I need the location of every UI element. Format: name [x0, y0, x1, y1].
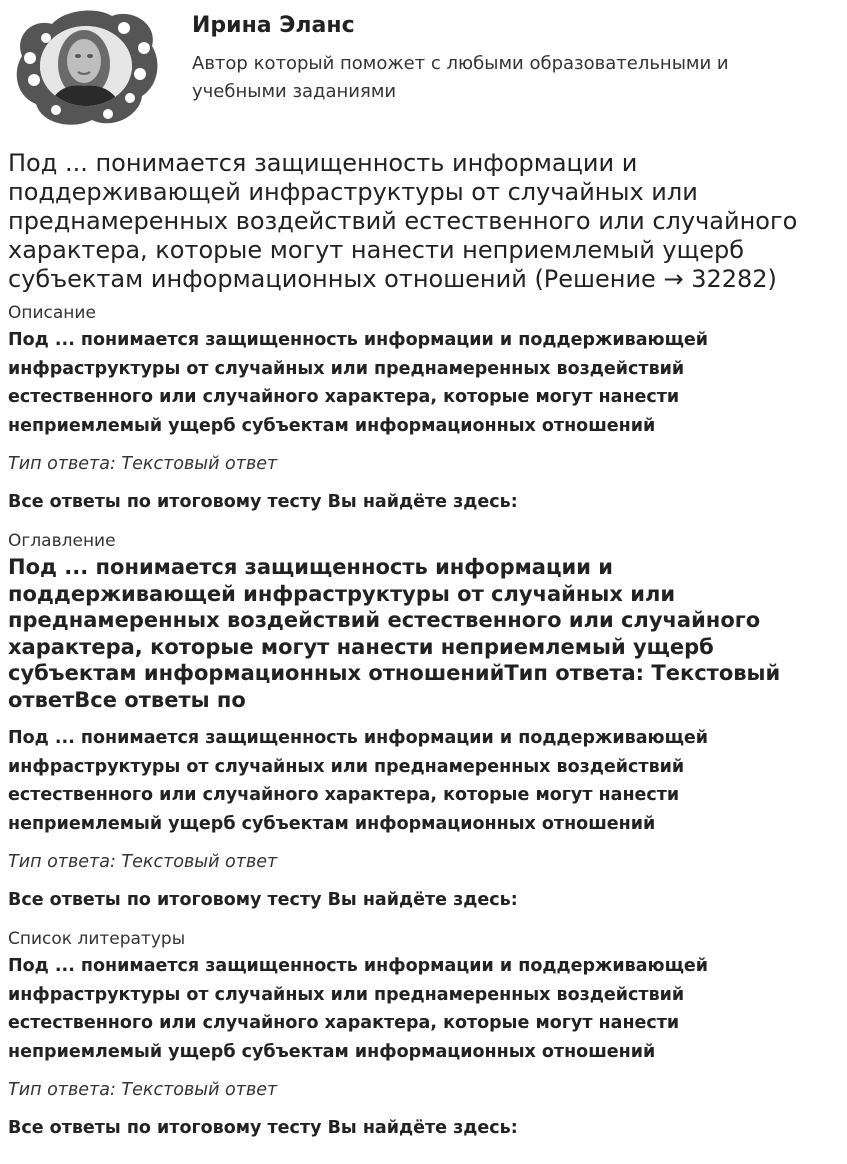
description-all-answers: Все ответы по итоговому тесту Вы найдёте здесь: [8, 492, 518, 512]
toc-label: Оглавление [8, 531, 116, 551]
author-name[interactable]: Ирина Эланс [192, 13, 355, 38]
toc-answer-type: Тип ответа: Текстовый ответ [8, 852, 278, 872]
literature-section [8, 928, 825, 1139]
author-description: Автор который поможет с любыми образовательными и учебными заданиями [192, 53, 729, 102]
literature-label: Список литературы [8, 929, 186, 949]
literature-text: Под ... понимается защищенность информации и поддерживающей инфраструктуры от случайных или преднамеренных воздействий естественного или случайного характера, которые могут нанести неприемлемый ущерб субъектам информационных отношений [8, 956, 709, 1062]
toc-heading: Под ... понимается защищенность информации и поддерживающей инфраструктуры от случайных или преднамеренных воздействий естественного или случайного характера, которые могут нанести неприемлемый ущерб субъектам информационных отношенийТип ответа: Текстовый ответВсе ответы по [8, 555, 781, 712]
literature-answer-type: Тип ответа: Текстовый ответ [8, 1080, 278, 1100]
literature-all-answers: Все ответы по итоговому тесту Вы найдёте здесь: [8, 1118, 518, 1138]
page-title: Под ... понимается защищенность информации и поддерживающей инфраструктуры от случайных или преднамеренных воздействий естественного или случайного характера, которые могут нанести неприемлемый ущерб субъектам информационных отношений (Решение → 32282) [8, 149, 798, 293]
description-text: Под ... понимается защищенность информации и поддерживающей инфраструктуры от случайных или преднамеренных воздействий естественного или случайного характера, которые могут нанести неприемлемый ущерб субъектам информационных отношений [8, 330, 709, 436]
description-answer-type: Тип ответа: Текстовый ответ [8, 454, 278, 474]
author-avatar[interactable] [12, 6, 160, 128]
toc-section [8, 530, 825, 911]
toc-text: Под ... понимается защищенность информации и поддерживающей инфраструктуры от случайных или преднамеренных воздействий естественного или случайного характера, которые могут нанести неприемлемый ущерб субъектам информационных отношений [8, 728, 709, 834]
description-section [8, 302, 825, 513]
description-label: Описание [8, 303, 96, 323]
author-block [8, 0, 825, 140]
toc-all-answers: Все ответы по итоговому тесту Вы найдёте здесь: [8, 890, 518, 910]
